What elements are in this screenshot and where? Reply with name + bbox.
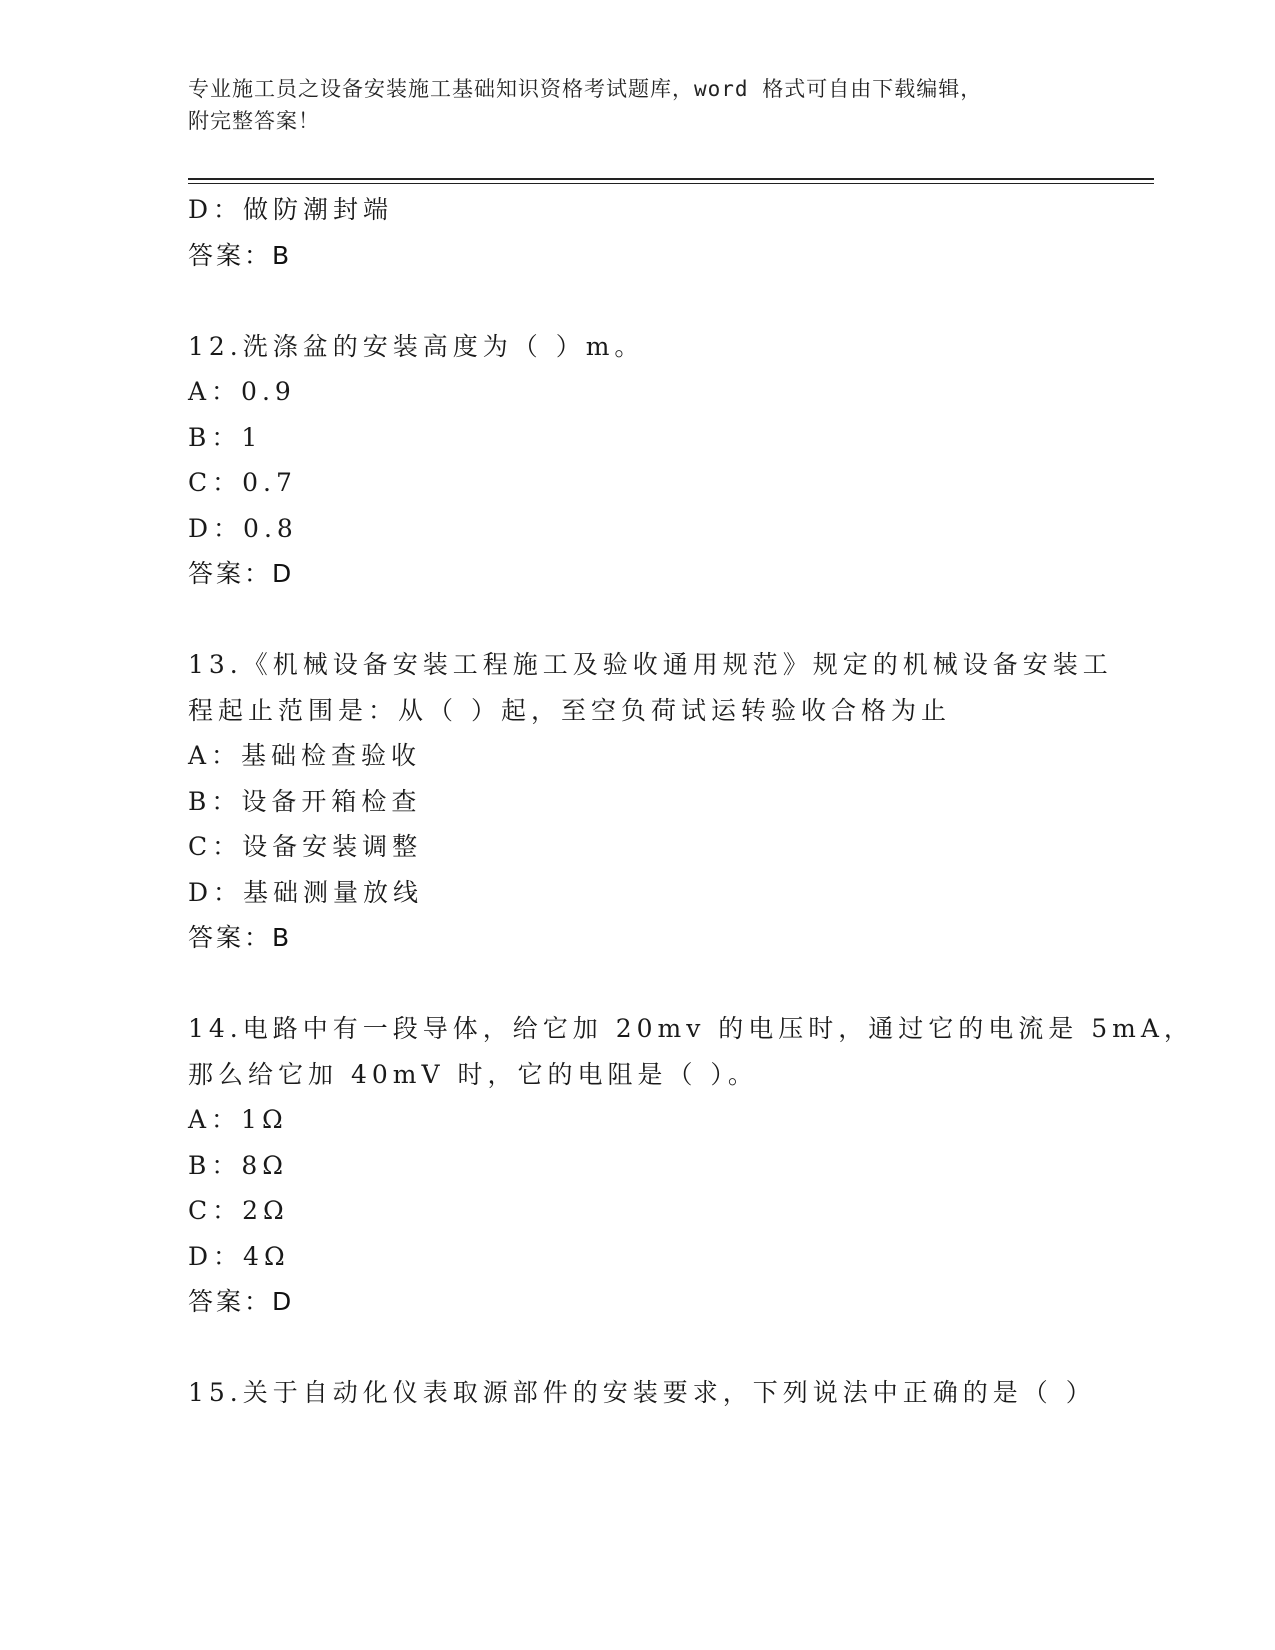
- question-12: [188, 324, 1088, 597]
- question-stem-line-1: 13.《机械设备安装工程施工及验收通用规范》规定的机械设备安装工: [188, 650, 1113, 679]
- option-d: D：做防潮封端: [188, 195, 394, 224]
- header-divider-thick: [188, 178, 1154, 180]
- option-c: C：设备安装调整: [188, 832, 423, 861]
- document-header: [188, 73, 1068, 137]
- spacer: [188, 597, 1088, 643]
- question-stem: 15.关于自动化仪表取源部件的安装要求，下列说法中正确的是（ ）: [188, 1378, 1096, 1407]
- question-11-tail: [188, 187, 1088, 278]
- option-a: A：基础检查验收: [188, 741, 422, 770]
- header-line-1: 专业施工员之设备安装施工基础知识资格考试题库，word 格式可自由下载编辑，: [188, 77, 983, 101]
- question-stem-line-2: 程起止范围是：从（ ）起，至空负荷试运转验收合格为止: [188, 695, 951, 725]
- option-b: B：8Ω: [188, 1150, 289, 1180]
- answer-label: 答案：D: [188, 559, 295, 588]
- question-14: [188, 1006, 1194, 1325]
- spacer: [188, 1325, 1088, 1371]
- question-13: [188, 642, 1113, 961]
- question-list: [188, 187, 1194, 1416]
- question-stem: 12.洗涤盆的安装高度为（ ）m。: [188, 331, 645, 361]
- option-b: B：1: [188, 422, 263, 452]
- option-a: A：1Ω: [188, 1105, 288, 1134]
- option-d: D：4Ω: [188, 1241, 290, 1271]
- option-d: D：0.8: [188, 513, 298, 543]
- spacer: [188, 278, 1088, 324]
- option-a: A：0.9: [188, 377, 296, 406]
- answer-label: 答案：B: [188, 240, 293, 270]
- answer-label: 答案：D: [188, 1287, 295, 1316]
- option-d: D：基础测量放线: [188, 877, 424, 907]
- header-line-2: 附完整答案！: [188, 109, 320, 133]
- spacer: [188, 961, 1088, 1007]
- header-divider-thin: [188, 183, 1154, 184]
- answer-label: 答案：B: [188, 923, 293, 952]
- question-stem-line-2: 那么给它加 40mV 时，它的电阻是（ ）。: [188, 1059, 758, 1089]
- option-b: B：设备开箱检查: [188, 786, 422, 816]
- question-stem-line-1: 14.电路中有一段导体，给它加 20mv 的电压时，通过它的电流是 5mA，: [188, 1014, 1194, 1043]
- question-15: [188, 1370, 1096, 1416]
- option-c: C：0.7: [188, 468, 297, 497]
- option-c: C：2Ω: [188, 1196, 289, 1225]
